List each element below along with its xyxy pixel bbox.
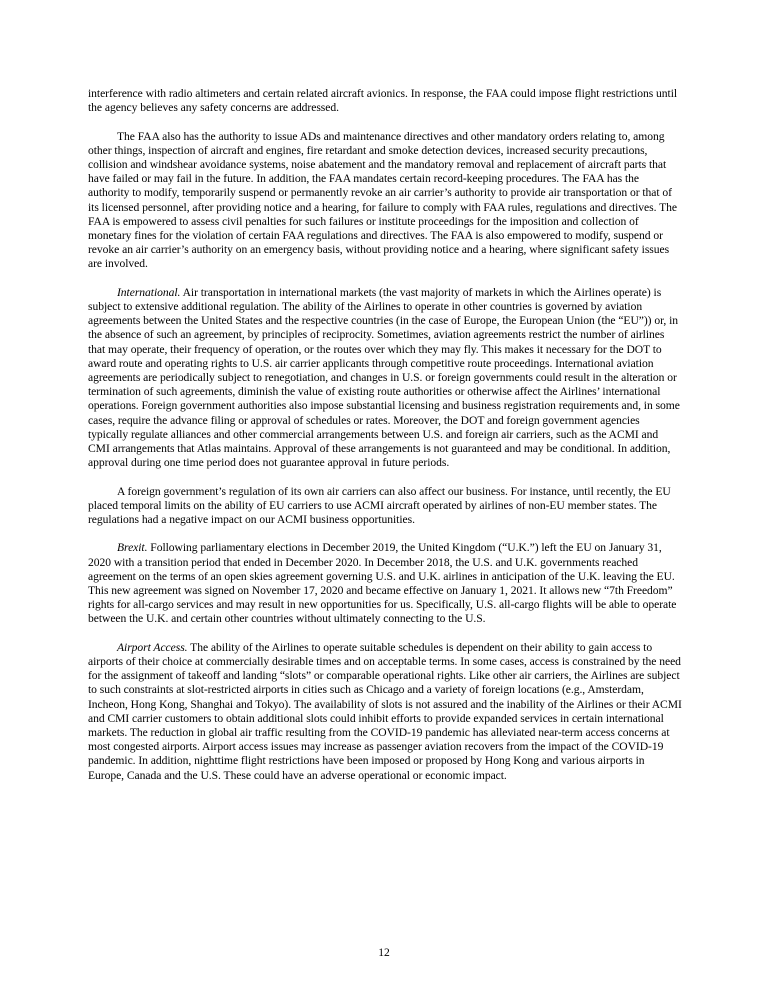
- paragraph-brexit: Brexit. Following parliamentary elections in December 2019, the United Kingdom (“U.K.”) left the EU on January 31, 2020 with a transition period that ended in December 2020. In December 2018, the U.S. and U.K. governments reached agreement on the terms of an open skies agreement governing U.S. and U.K. airlines in anticipation of the U.K. leaving the EU. This new agreement was signed on November 17, 2020 and became effective on January 1, 2021. It allows new “7th Freedom” rights for all-cargo services and may result in new opportunities for us. Specifically, U.S. all-cargo flights will be able to operate between the U.K. and certain other countries without ultimately connecting to the U.S.: [88, 541, 677, 626]
- document-body: [88, 87, 682, 797]
- paragraph-faa-restrictions: interference with radio altimeters and certain related aircraft avionics. In response, the FAA could impose flight restrictions until the agency believes any safety concerns are addressed.: [88, 87, 678, 115]
- paragraph-faa-authority: The FAA also has the authority to issue ADs and maintenance directives and other mandatory orders relating to, among other things, inspection of aircraft and engines, fire retardant and smoke detection devices, increased security precautions, collision and windshear avoidance systems, noise abatement and the mandatory removal and replacement of aircraft parts that have failed or may fail in the future. In addition, the FAA mandates certain record-keeping procedures. The FAA has the authority to modify, temporarily suspend or permanently revoke an air carrier’s authority to provide air transportation or that of its licensed personnel, after providing notice and a hearing, for failure to comply with FAA rules, regulations and directives. The FAA is empowered to assess civil penalties for such failures or institute proceedings for the imposition and collection of monetary fines for the violation of certain FAA regulations and directives. The FAA is also empowered to modify, suspend or revoke an air carrier’s authority on an emergency basis, without providing notice and a hearing, where significant safety issues are involved.: [88, 129, 677, 271]
- paragraph-international: International. Air transportation in international markets (the vast majority of markets in which the Airlines operate) is subject to extensive additional regulation. The ability of the Airlines to operate in other countries is governed by aviation agreements between the United States and the respective countries (in the case of Europe, the European Union (the “EU”)) or, in the absence of such an agreement, by principles of reciprocity. Sometimes, aviation agreements restrict the number of airlines that may operate, their frequency of operation, or the routes over which they may fly. This makes it necessary for the DOT to award route and operating rights to U.S. air carrier applicants through competitive route proceedings. International aviation agreements are periodically subject to renegotiation, and changes in U.S. or foreign governments could result in the alteration or termination of such agreements, diminish the value of existing route authorities or otherwise affect the Airlines’ international operations. Foreign government authorities also impose substantial licensing and business registration requirements and, in some cases, require the advance filing or approval of schedules or rates. Moreover, the DOT and foreign government agencies typically regulate alliances and other commercial arrangements between U.S. and foreign air carriers, such as the ACMI and CMI arrangements that Atlas maintains. Approval of these arrangements is not guaranteed and may be conditional. In addition, approval during one time period does not guarantee approval in future periods.: [88, 285, 680, 470]
- section-lead-international: International.: [117, 285, 181, 299]
- paragraph-foreign-regulation: A foreign government’s regulation of its own air carriers can also affect our business. For instance, until recently, the EU placed temporal limits on the ability of EU carriers to use ACMI aircraft operated by airlines of non-EU member states. The regulations had a negative impact on our ACMI business opportunities.: [88, 484, 671, 527]
- paragraph-airport-access: Airport Access. The ability of the Airlines to operate suitable schedules is dependent on their ability to gain access to airports of their choice at commercially desirable times and on acceptable terms. In some cases, access is constrained by the need for the assignment of takeoff and landing “slots” or comparable operational rights. Like other air carriers, the Airlines are subject to such constraints at slot-restricted airports in cities such as Chicago and a variety of foreign locations (e.g., Amsterdam, Incheon, Hong Kong, Shanghai and Tokyo). The availability of slots is not assured and the inability of the Airlines or their ACMI and CMI carrier customers to obtain additional slots could inhibit efforts to provide expanded services in certain international markets. The reduction in global air traffic resulting from the COVID-19 pandemic has alleviated near-term access concerns at most congested airports. Airport access issues may increase as passenger aviation recovers from the impact of the COVID-19 pandemic. In addition, nighttime flight restrictions have been imposed or proposed by Hong Kong and various airports in Europe, Canada and the U.S. These could have an adverse operational or economic impact.: [88, 640, 682, 782]
- section-lead-airport-access: Airport Access.: [117, 640, 188, 654]
- section-lead-brexit: Brexit.: [117, 541, 148, 555]
- page-number: 12: [378, 946, 390, 959]
